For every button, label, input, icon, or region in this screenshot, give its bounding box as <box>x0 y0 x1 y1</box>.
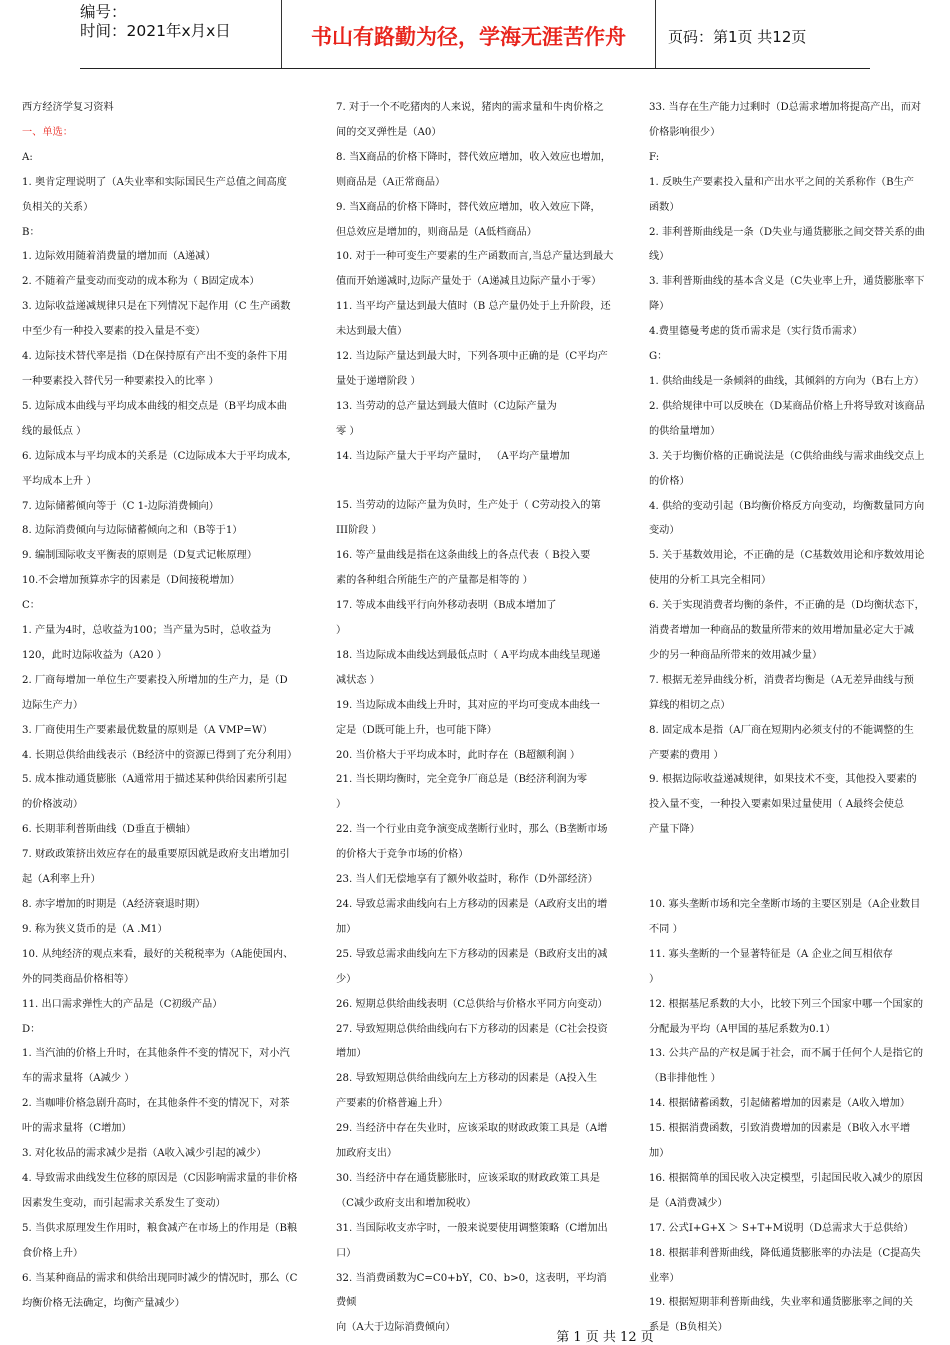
text-line: 未达到最大值） <box>336 326 408 338</box>
text-line: 8. 当X商品的价格下降时，替代效应增加，收入效应也增加， <box>336 151 611 163</box>
text-line: 5. 边际成本曲线与平均成本曲线的相交点是（B平均成本曲 <box>22 400 287 412</box>
text-line: 26. 短期总供给曲线表明（C总供给与价格水平同方向变动） <box>336 998 608 1010</box>
text-line: 但总效应是增加的，则商品是（A低档商品） <box>336 226 537 238</box>
text-line: 平均成本上升 ） <box>22 475 97 487</box>
text-line: 少的另一种商品所带来的效用减少量） <box>649 649 823 661</box>
text-line: 10. 寡头垄断市场和完全垄断市场的主要区别是（A企业数目 <box>649 898 921 910</box>
text-line: 不同 ） <box>649 923 683 935</box>
text-line: 1. 反映生产要素投入量和产出水平之间的关系称作（B生产 <box>649 176 914 188</box>
text-line: 1. 供给曲线是一条倾斜的曲线，其倾斜的方向为（B右上方） <box>649 375 925 387</box>
text-line: 中至少有一种投入要素的投入量是不变） <box>22 326 206 338</box>
text-line: 产要素的费用 ） <box>649 749 724 761</box>
page-header <box>80 0 870 69</box>
text-line: （C减少政府支出和增加税收） <box>336 1197 477 1209</box>
text-line: 13. 当劳动的总产量达到最大值时（C边际产量为 <box>336 400 557 412</box>
text-line: 12. 当边际产量达到最大时，下列各项中正确的是（C平均产 <box>336 351 608 363</box>
text-line: 2. 不随着产量变动而变动的成本称为（ B固定成本） <box>22 276 260 288</box>
text-line: 消费者增加一种商品的数量所带来的效用增加量必定大于减 <box>649 625 914 637</box>
text-line: 算线的相切之点） <box>649 699 731 711</box>
text-line: 8. 赤字增加的时期是（A经济衰退时期） <box>22 899 206 910</box>
text-line: 1. 当汽油的价格上升时，在其他条件不变的情况下，对小汽 <box>22 1048 290 1060</box>
text-line: 加政府支出） <box>336 1148 398 1160</box>
text-line: 14. 当边际产量大于平均产量时， （A平均产量增加 <box>336 450 570 462</box>
text-line: A: <box>22 151 33 163</box>
text-line: 降） <box>649 301 670 313</box>
text-line: 函数） <box>649 201 680 213</box>
text-line: 9. 根据边际收益递减规律，如果技术不变，其他投入要素的 <box>649 774 917 786</box>
text-line: 值而开始递减时,边际产量处于（A递减且边际产量小于零） <box>336 276 602 288</box>
text-line: 价格影响很少） <box>649 126 721 138</box>
text-line: 投入量不变，一种投入要素如果过量使用（ A最终会使总 <box>649 799 905 811</box>
text-line: 16. 根据简单的国民收入决定模型，引起国民收入减少的原因 <box>649 1172 924 1184</box>
text-line: 10. 从纯经济的观点来看，最好的关税税率为（A能使国内、 <box>22 948 294 960</box>
text-line: 18. 当边际成本曲线达到最低点时（ A平均成本曲线呈现递 <box>336 649 601 661</box>
text-line: 变动） <box>649 525 680 537</box>
text-line: 1. 边际效用随着消费量的增加而（A递减） <box>22 251 216 263</box>
text-line: 叶的需求量将（C增加） <box>22 1123 132 1135</box>
text-line: G： <box>649 351 668 363</box>
text-line: 业率） <box>649 1272 680 1284</box>
text-line: 边际生产力） <box>22 699 84 711</box>
text-line: 27. 导致短期总供给曲线向右下方移动的因素是（C社会投资 <box>336 1023 608 1035</box>
text-line: 9. 称为狭义货币的是（A .M1） <box>22 923 168 935</box>
text-line: 产要素的价格普遍上升） <box>336 1098 449 1110</box>
text-line: 8. 固定成本是指（A厂商在短期内必须支付的不能调整的生 <box>649 724 914 736</box>
text-column-2 <box>336 96 616 1341</box>
text-line: 9. 当X商品的价格下降时，替代效应增加，收入效应下降， <box>336 201 601 213</box>
text-line: 量处于递增阶段 ） <box>336 375 421 387</box>
text-line <box>336 470 616 495</box>
text-line: 33. 当存在生产能力过剩时（D总需求增加将提高产出，而对 <box>649 102 922 113</box>
text-line: 1. 奥肯定理说明了（A失业率和实际国民生产总值之间高度 <box>22 176 287 188</box>
text-line: 2. 菲利普斯曲线是一条（D失业与通货膨胀之间交替关系的曲 <box>649 226 925 238</box>
text-line: 15. 当劳动的边际产量为负时，生产处于（ C劳动投入的第 <box>336 500 601 512</box>
text-line: 7. 根据无差异曲线分析，消费者均衡是（A无差异曲线与预 <box>649 674 914 686</box>
text-line: 负相关的关系） <box>22 201 94 213</box>
text-line: 2. 供给规律中可以反映在（D某商品价格上升将导致对该商品 <box>649 400 925 412</box>
text-line: 6. 当某种商品的需求和供给出现同时减少的情况时，那么（C <box>22 1272 298 1284</box>
text-line: 6. 边际成本与平均成本的关系是（C边际成本大于平均成本, <box>22 450 291 462</box>
text-line: 口） <box>336 1247 357 1259</box>
text-line: 3. 边际收益递减规律只是在下列情况下起作用（C 生产函数 <box>22 301 291 313</box>
text-line: 5. 关于基数效用论，不正确的是（C基数效用论和序数效用论 <box>649 550 925 562</box>
text-line: 5. 当供求原理发生作用时，粮食减产在市场上的作用是（B粮 <box>22 1222 298 1234</box>
header-motto: 书山有路勤为径，学海无涯苦作舟 <box>282 0 656 68</box>
text-line: 24. 导致总需求曲线向右上方移动的因素是（A政府支出的增 <box>336 898 608 910</box>
text-line: 19. 当边际成本曲线上升时，其对应的平均可变成本曲线一 <box>336 699 600 711</box>
text-line: 5. 成本推动通货膨胀（A通常用于描述某种供给因素所引起 <box>22 774 287 786</box>
text-line: 20. 当价格大于平均成本时，此时存在（B超额利润 ） <box>336 749 581 761</box>
text-line: 则商品是（A正常商品） <box>336 176 446 188</box>
text-line: 4. 供给的变动引起（B均衡价格反方向变动，均衡数量同方向 <box>649 500 925 512</box>
text-line: 14. 根据储蓄函数，引起储蓄增加的因素是（A收入增加） <box>649 1098 911 1110</box>
text-line: 18. 根据菲利普斯曲线，降低通货膨胀率的办法是（C提高失 <box>649 1247 921 1259</box>
text-line: 16. 等产量曲线是指在这条曲线上的各点代表（ B投入要 <box>336 550 591 562</box>
text-line: 10. 对于一种可变生产要素的生产函数而言,当总产量达到最大 <box>336 251 614 263</box>
header-meta <box>80 0 282 68</box>
text-line: 3. 对化妆品的需求减少是指（A收入减少引起的减少） <box>22 1148 267 1160</box>
text-line: 11. 出口需求弹性大的产品是（C初级产品） <box>22 998 223 1010</box>
text-line: B： <box>22 226 40 238</box>
text-line: 一种要素投入替代另一种要素投入的比率 ） <box>22 375 219 387</box>
text-line: 素的各种组合所能生产的产量都是相等的 ） <box>336 575 533 587</box>
text-line: 线） <box>649 251 670 263</box>
text-line: 的价格大于竞争市场的价格） <box>336 849 469 861</box>
text-line: 外的同类商品价格相等） <box>22 973 135 985</box>
text-line: 增加） <box>336 1048 367 1060</box>
text-line: 因素发生变动，而引起需求关系发生了变动） <box>22 1197 226 1209</box>
text-line: 2. 厂商每增加一单位生产要素投入所增加的生产力，是（D <box>22 674 288 686</box>
text-line: 的价格） <box>649 475 690 487</box>
text-line: 均衡价格无法确定，均衡产量减少） <box>22 1297 185 1309</box>
text-line: 30. 当经济中存在通货膨胀时，应该采取的财政政策工具是 <box>336 1172 600 1184</box>
text-line: 21. 当长期均衡时，完全竞争厂商总是（B经济利润为零 <box>336 774 588 786</box>
text-line: 6. 长期菲利普斯曲线（D垂直于横轴） <box>22 824 196 836</box>
text-line: 32. 当消费函数为C=C0+bY，C0、b>0，这表明，平均消费倾 <box>336 1272 607 1309</box>
text-line: 120，此时边际收益为（A20 ） <box>22 649 167 661</box>
text-line: 的价格波动） <box>22 799 84 811</box>
text-line: 加） <box>649 1148 670 1160</box>
text-line: 22. 当一个行业由竞争演变成垄断行业时，那么（B垄断市场 <box>336 824 608 836</box>
text-line: 8. 边际消费倾向与边际储蓄倾向之和（B等于1） <box>22 525 243 537</box>
text-line: 29. 当经济中存在失业时，应该采取的财政政策工具是（A增 <box>336 1123 608 1135</box>
text-line: 2. 当咖啡价格急剧升高时，在其他条件不变的情况下，对茶 <box>22 1098 290 1110</box>
text-line: 定是（D既可能上升，也可能下降） <box>336 724 497 736</box>
footer-page-number: 第 1 页 共 12 页 <box>556 1330 654 1345</box>
text-line: 线的最低点 ） <box>22 425 87 437</box>
text-line: 7. 边际储蓄倾向等于（C 1-边际消费倾向） <box>22 500 219 512</box>
text-line: 10.不会增加预算赤字的因素是（D间接税增加） <box>22 575 240 587</box>
page-footer <box>0 1326 950 1345</box>
text-line: C： <box>22 600 40 612</box>
text-line: III阶段 ） <box>336 525 382 537</box>
text-line: 4. 导致需求曲线发生位移的原因是（C因影响需求量的非价格 <box>22 1172 298 1184</box>
text-line: 17. 公式I+G+X ＞ S+T+M说明（D总需求大于总供给） <box>649 1222 914 1234</box>
text-line: ） <box>336 799 347 811</box>
text-line: 4.费里德曼考虑的货币需求是（实行货币需求） <box>649 326 863 338</box>
text-line: 3. 厂商使用生产要素最优数量的原则是（A VMP=W） <box>22 724 273 736</box>
text-line: 零 ） <box>336 425 360 437</box>
text-line: ） <box>649 973 660 985</box>
text-line: 向（A大于边际消费倾向） <box>336 1322 456 1334</box>
text-line: 食价格上升） <box>22 1247 84 1259</box>
text-line: 25. 导致总需求曲线向左下方移动的因素是（B政府支出的减 <box>336 948 608 960</box>
document-time-label: 时间：2021年x月x日 <box>80 22 231 40</box>
text-column-1 <box>22 96 298 1316</box>
text-line: 6. 关于实现消费者均衡的条件，不正确的是（D均衡状态下， <box>649 600 925 612</box>
text-line: 西方经济学复习资料 <box>22 102 114 113</box>
text-line: 11. 寡头垄断的一个显著特征是（A 企业之间互相依存 <box>649 948 893 960</box>
text-line <box>649 843 931 868</box>
text-column-3 <box>649 96 931 1341</box>
text-line: 12. 根据基尼系数的大小，比较下列三个国家中哪一个国家的 <box>649 998 924 1010</box>
text-line: （B非排他性 ） <box>649 1073 721 1085</box>
text-line: 7. 财政政策挤出效应存在的最重要原因就是政府支出增加引 <box>22 849 290 861</box>
text-line: 少） <box>336 973 357 985</box>
text-line: 是（A消费减少） <box>649 1197 728 1209</box>
text-line: 加） <box>336 923 357 935</box>
text-line: 产量下降） <box>649 824 700 836</box>
text-line: 28. 导致短期总供给曲线向左上方移动的因素是（A投入生 <box>336 1073 598 1085</box>
text-line: 使用的分析工具完全相同） <box>649 575 772 587</box>
text-line: 31. 当国际收支赤字时，一般来说要使用调整策略（C增加出 <box>336 1222 608 1234</box>
text-line: ） <box>336 625 347 637</box>
text-line: 的供给量增加） <box>649 425 721 437</box>
text-line: 分配最为平均（A甲国的基尼系数为0.1） <box>649 1023 836 1035</box>
text-line: 23. 当人们无偿地享有了额外收益时，称作（D外部经济） <box>336 874 598 886</box>
text-line: 1. 产量为4时，总收益为100；当产量为5时，总收益为 <box>22 625 272 637</box>
text-line: 系是（B负相关） <box>649 1322 728 1334</box>
text-line: 3. 关于均衡价格的正确说法是（C供给曲线与需求曲线交点上 <box>649 450 925 462</box>
text-line <box>649 868 931 893</box>
text-line: 车的需求量将（A减少 ） <box>22 1073 135 1085</box>
text-line: 19. 根据短期菲利普斯曲线，失业率和通货膨胀率之间的关 <box>649 1297 913 1309</box>
text-line: 减状态 ） <box>336 674 380 686</box>
text-line: 3. 菲利普斯曲线的基本含义是（C失业率上升，通货膨胀率下 <box>649 276 925 288</box>
text-line: 7. 对于一个不吃猪肉的人来说，猪肉的需求量和牛肉价格之 <box>336 102 604 113</box>
header-page-info: 页码：第1页 共12页 <box>668 27 807 46</box>
text-line: 15. 根据消费函数，引致消费增加的因素是（B收入水平增 <box>649 1123 911 1135</box>
text-line: D： <box>22 1023 41 1035</box>
text-line: 起（A利率上升） <box>22 874 101 886</box>
text-line: F: <box>649 151 660 163</box>
text-line: 一、单选： <box>22 126 73 138</box>
text-line: 9. 编制国际收支平衡表的原则是（D复式记帐原理） <box>22 550 258 562</box>
text-line: 4. 边际技术替代率是指（D在保持原有产出不变的条件下用 <box>22 351 288 363</box>
text-line: 4. 长期总供给曲线表示（B经济中的资源已得到了充分利用） <box>22 749 298 761</box>
document-number-label: 编号： <box>80 3 127 21</box>
text-line: 13. 公共产品的产权是属于社会，而不属于任何个人是指它的 <box>649 1048 924 1060</box>
text-line: 11. 当平均产量达到最大值时（B 总产量仍处于上升阶段，还 <box>336 301 611 313</box>
text-line: 间的交叉弹性是（A0） <box>336 126 442 138</box>
text-line: 17. 等成本曲线平行向外移动表明（B成本增加了 <box>336 600 557 612</box>
